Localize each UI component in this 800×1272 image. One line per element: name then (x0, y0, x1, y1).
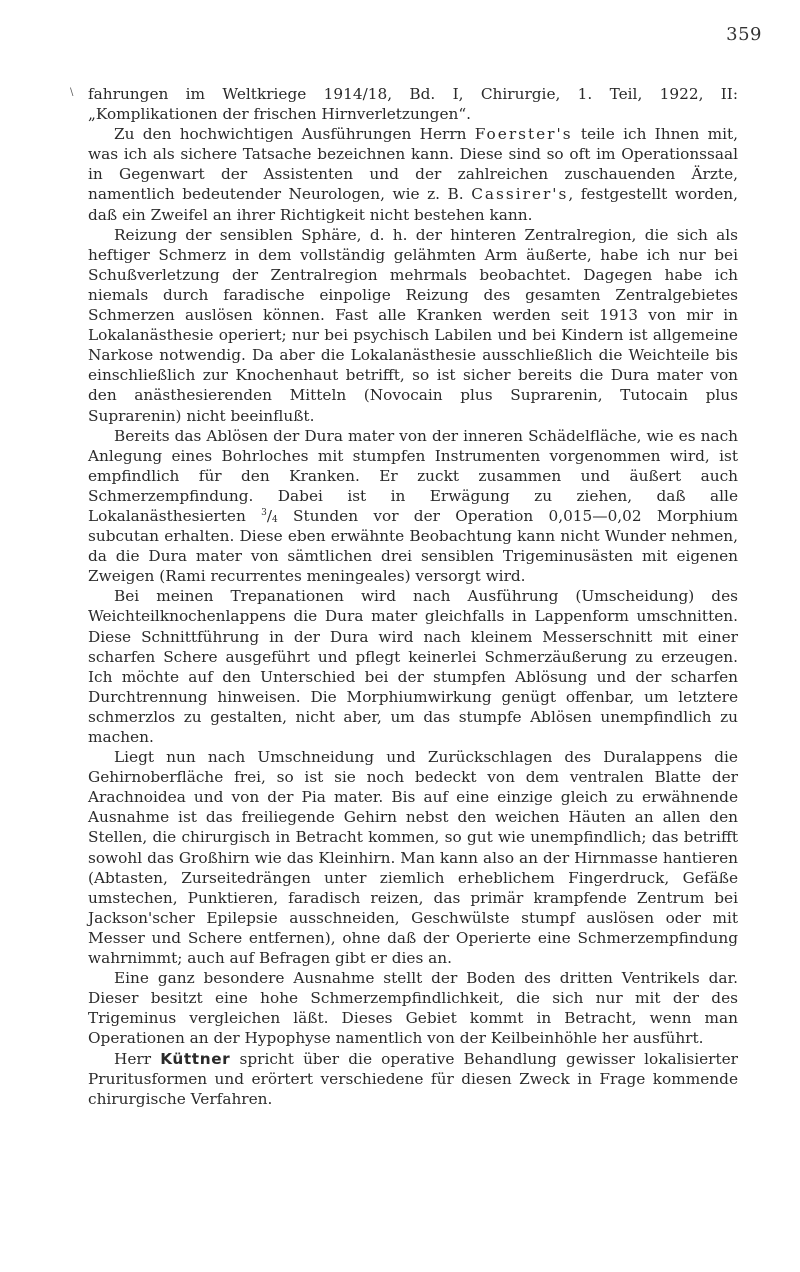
body-text (88, 84, 738, 1109)
author-name-cassirer: Cassirer's (471, 185, 569, 204)
paragraph-2-part-3: , festgestellt worden, daß ein Zweifel an ihrer Richtigkeit nicht bestehen kann. (88, 185, 738, 224)
page-number: 359 (726, 24, 762, 45)
fraction-denominator: 4 (272, 514, 278, 525)
paragraph-4-part-1: Bereits das Ablösen der Dura mater von der inneren Schädelfläche, wie es nach Anlegung eines Bohrloches mit stumpfen Instrumenten vorgenommen wird, ist empfindlich für den Kranken. Er zuckt zusammen und äußert auch Schmerzempfindung. Dabei ist in Erwägung zu ziehen, daß alle Lokalanästhesierten (88, 426, 738, 525)
paragraph-4: Bereits das Ablösen der Dura mater von der inneren Schädelfläche, wie es nach Anlegung eines Bohrloches mit stumpfen Instrumenten vorgenommen wird, ist empfindlich für den Kranken. Er zuckt zusammen und äußert auch Schmerzempfindung. Dabei ist in Erwägung zu ziehen, daß alle Lokalanästhesierten $^3/_4$ Stunden vor der Operation 0,015—0,02 Morphium subcutan erhalten. Diese eben erwähnte Beobachtung kann nicht Wunder nehmen, da die Dura mater von sämtlichen drei sensiblen Trigeminusästen mit eigenen Zweigen (Rami recurrentes meningeales) versorgt wird. (88, 426, 738, 586)
speaker-name-kuettner: Küttner (160, 1049, 231, 1068)
author-name-foerster: Foerster's (474, 125, 573, 144)
paragraph-4-part-2: Stunden vor der Operation 0,015—0,02 Morphium subcutan erhalten. Diese eben erwähnte Beobachtung kann nicht Wunder nehmen, da die Dura mater von sämtlichen drei sensiblen Trigeminusästen mit eigenen Zweigen (Rami recurrentes meningeales) versorgt wird. (88, 506, 738, 586)
paragraph-3: Reizung der sensiblen Sphäre, d. h. der hinteren Zentralregion, die sich als heftiger Schmerz in dem vollständig gelähmten Arm äußerte, habe ich nur bei Schußverletzung der Zentralregion mehrmals beobachtet. Dagegen habe ich niemals durch faradische einpolige Reizung des gesamten Zentralgebietes Schmerzen auslösen können. Fast alle Kranken werden seit 1913 von mir in Lokalanästhesie operiert; nur bei psychisch Labilen und bei Kindern ist allgemeine Narkose notwendig. Da aber die Lokalanästhesie ausschließlich die Weichteile bis einschließlich zur Knochenhaut betrifft, so ist sicher bereits die Dura mater von den anästhesierenden Mitteln (Novocain plus Suprarenin, Tutocain plus Suprarenin) nicht beeinflußt. (88, 225, 738, 425)
fraction-numerator: 3 (261, 507, 267, 518)
paragraph-8 (88, 1049, 738, 1109)
paragraph-2 (88, 124, 738, 224)
paragraph-5: Bei meinen Trepanationen wird nach Ausführung (Umscheidung) des Weichteilknochenlappens die Dura mater gleichfalls in Lappenform umschnitten. Diese Schnittführung in der Dura wird nach kleinem Messerschnitt mit einer scharfen Schere ausgeführt und pflegt keinerlei Schmerzäußerung zu erzeugen. Ich möchte auf den Unterschied bei der stumpfen Ablösung und der scharfen Durchtrennung hinweisen. Die Morphiumwirkung genügt offenbar, um letztere schmerzlos zu gestalten, nicht aber, um das stumpfe Ablösen unempfindlich zu machen. (88, 587, 738, 746)
paragraph-2-part-1: Zu den hochwichtigen Ausführungen Herrn (114, 125, 475, 144)
paragraph-1: fahrungen im Weltkriege 1914/18, Bd. I, Chirurgie, 1. Teil, 1922, II: „Komplikationen der frischen Hirnverletzungen“. (88, 85, 738, 124)
paragraph-6: Liegt nun nach Umschneidung und Zurückschlagen des Duralappens die Gehirnoberfläche frei, so ist sie noch bedeckt von dem ventralen Blatte der Arachnoidea und von der Pia mater. Bis auf eine einzige gleich zu erwähnende Ausnahme ist das freiliegende Gehirn nebst den weichen Häuten an allen den Stellen, die chirurgisch in Betracht kommen, so gut wie unempfindlich; das betrifft sowohl das Großhirn wie das Kleinhirn. Man kann also an der Hirnmasse hantieren (Abtasten, Zurseitedrängen unter ziemlich erheblichem Fingerdruck, Gefäße umstechen, Punktieren, faradisch reizen, das primär krampfende Zentrum bei Jackson'scher Epilepsie ausschneiden, Geschwülste stumpf auslösen oder mit Messer und Schere entfernen), ohne daß der Operierte eine Schmerzempfindung wahrnimmt; auch auf Befragen gibt er dies an. (88, 748, 738, 968)
margin-mark: \ (70, 87, 74, 98)
paragraph-7: Eine ganz besondere Ausnahme stellt der Boden des dritten Ventrikels dar. Dieser besitzt eine hohe Schmerzempfindlichkeit, die sich nur mit der des Trigeminus vergleichen läßt. Dieses Gebiet kommt in Betracht, wenn man Operationen an der Hypophyse namentlich von der Keilbeinhöhle her ausführt. (88, 969, 738, 1048)
paragraph-2-part-2: teile ich Ihnen mit, was ich als sichere Tatsache bezeichnen kann. Diese sind so oft im Operationssaal in Gegenwart der Assistenten und der zahlreichen zuschauenden Ärzte, namentlich bedeutender Neurologen, wie z. B. (88, 125, 738, 204)
paragraph-8-part-2: spricht über die operative Behandlung gewisser lokalisierter Pruritusformen und erörtert verschiedene für diesen Zweck in Frage kommende chirurgische Verfahren. (88, 1049, 738, 1108)
paragraph-8-part-1: Herr (114, 1049, 161, 1068)
